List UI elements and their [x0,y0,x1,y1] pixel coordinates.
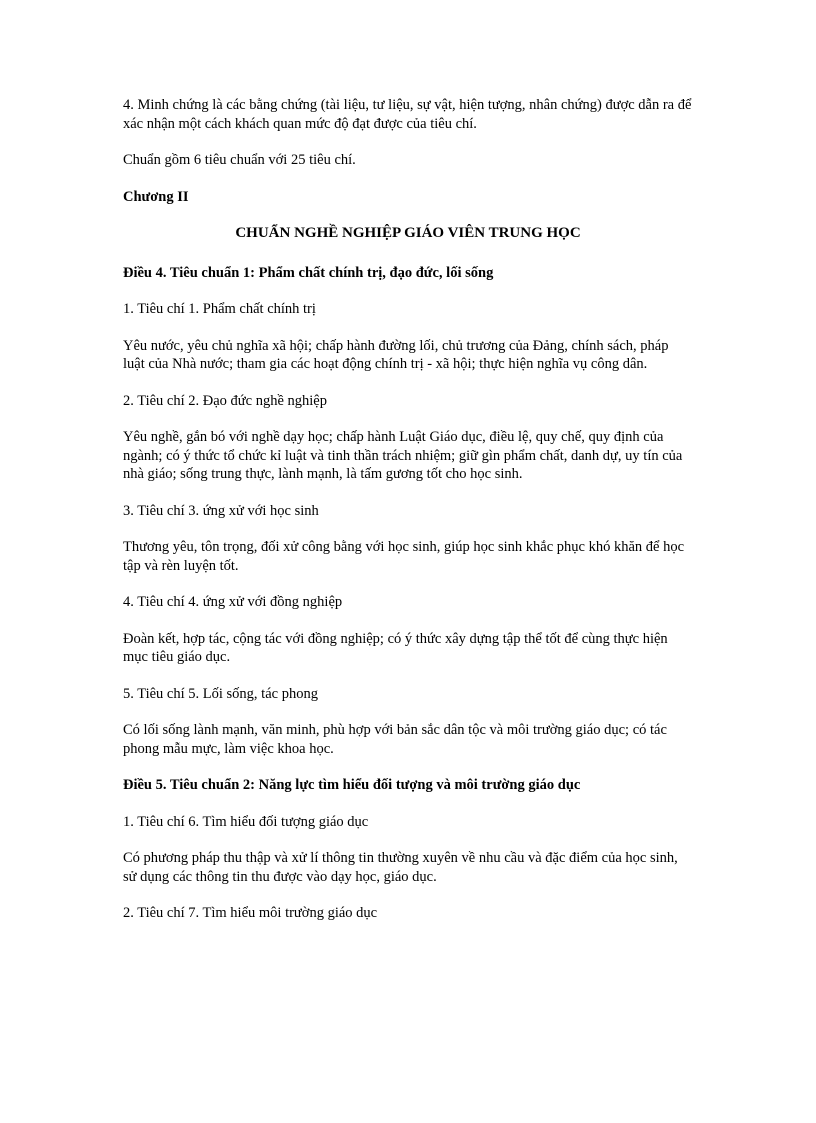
criterion-1-title: 1. Tiêu chí 1. Phẩm chất chính trị [123,301,316,317]
criterion-3-title: 3. Tiêu chí 3. ứng xử với học sinh [123,502,319,519]
criterion-1-text: Yêu nước, yêu chủ nghĩa xã hội; chấp hành đường lối, chủ trương của Đảng, chính sách, pháp luật của Nhà nước; tham gia các hoạt động chính trị - xã hội; thực hiện nghĩa vụ công dân. [123,337,669,372]
chapter-title: CHUẨN NGHỀ NGHIỆP GIÁO VIÊN TRUNG HỌC [235,225,581,241]
document-page [123,96,693,941]
criterion-6-text: Có phương pháp thu thập và xử lí thông tin thường xuyên về nhu cầu và đặc điểm của học sinh, sử dụng các thông tin thu được vào dạy học, giáo dục. [123,850,678,885]
criterion-4-text: Đoàn kết, hợp tác, cộng tác với đồng nghiệp; có ý thức xây dựng tập thể tốt để cùng thực hiện mục tiêu giáo dục. [123,630,668,665]
criterion-2-title: 2. Tiêu chí 2. Đạo đức nghề nghiệp [123,392,327,409]
article-5-heading: Điều 5. Tiêu chuẩn 2: Năng lực tìm hiểu đối tượng và môi trường giáo dục [123,777,581,793]
article-4-heading: Điều 4. Tiêu chuẩn 1: Phẩm chất chính trị, đạo đức, lối sống [123,264,494,281]
criterion-5-text: Có lối sống lành mạnh, văn minh, phù hợp với bản sắc dân tộc và môi trường giáo dục; có tác phong mẫu mực, làm việc khoa học. [123,722,667,757]
criterion-5-title: 5. Tiêu chí 5. Lối sống, tác phong [123,685,318,702]
criterion-6-title: 1. Tiêu chí 6. Tìm hiểu đối tượng giáo dục [123,813,369,830]
evidence-definition-paragraph: 4. Minh chứng là các bằng chứng (tài liệu, tư liệu, sự vật, hiện tượng, nhân chứng) được dẫn ra để xác nhận một cách khách quan mức độ đạt được của tiêu chí. [123,97,692,132]
criterion-2-text: Yêu nghề, gắn bó với nghề dạy học; chấp hành Luật Giáo dục, điều lệ, quy chế, quy định của ngành; có ý thức tổ chức kỉ luật và tinh thần trách nhiệm; giữ gìn phẩm chất, danh dự, uy tín của nhà giáo; sống trung thực, lành mạnh, là tấm gương tốt cho học sinh. [123,429,683,482]
criterion-4-title: 4. Tiêu chí 4. ứng xử với đồng nghiệp [123,594,343,610]
standard-summary-paragraph: Chuẩn gồm 6 tiêu chuẩn với 25 tiêu chí. [123,152,356,168]
criterion-3-text: Thương yêu, tôn trọng, đối xử công bằng với học sinh, giúp học sinh khắc phục khó khăn để học tập và rèn luyện tốt. [123,539,685,574]
criterion-7-title: 2. Tiêu chí 7. Tìm hiểu môi trường giáo dục [123,905,378,921]
chapter-label: Chương II [123,188,189,205]
